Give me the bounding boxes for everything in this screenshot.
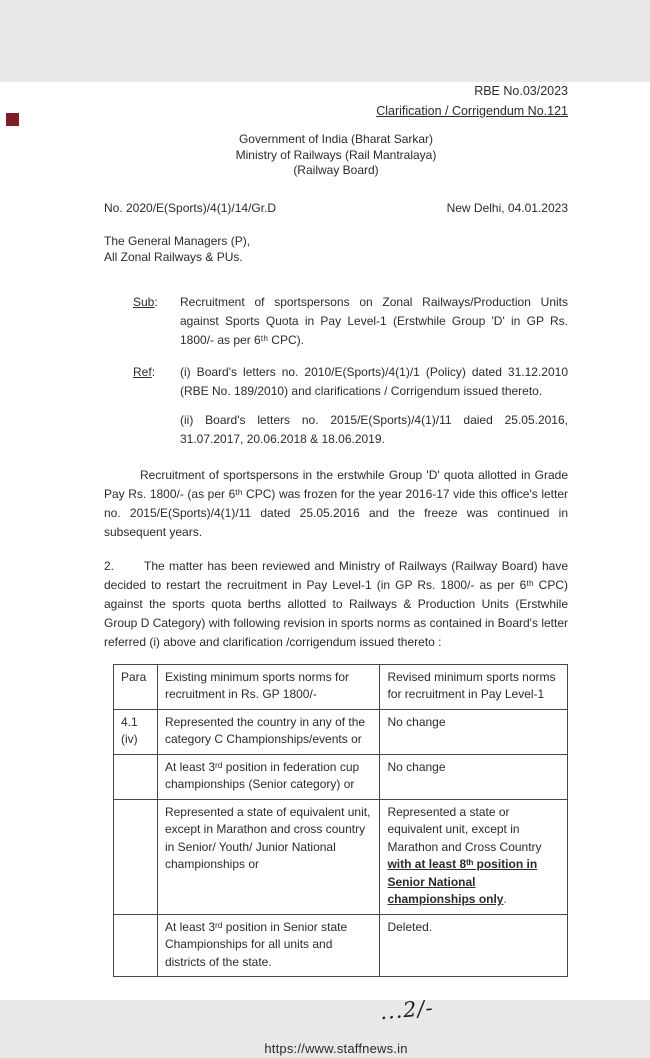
cell-existing: Represented the country in any of the category C Championships/events or — [157, 709, 380, 754]
addressee-line-2: All Zonal Railways & PUs. — [104, 250, 243, 264]
cell-existing: At least 3ʳᵈ position in federation cup championships (Senior category) or — [157, 754, 380, 799]
cell-para — [114, 914, 158, 977]
table-row — [114, 799, 568, 914]
letter-content — [0, 82, 650, 1058]
org-line-1: Government of India (Bharat Sarkar) — [238, 132, 434, 146]
letter-number-row — [104, 199, 568, 218]
underlined-revision-text: with at least 8ᵗʰ position in Senior National championships only — [387, 857, 538, 906]
table-row — [114, 709, 568, 754]
cell-para — [114, 799, 158, 914]
rbe-number: RBE No.03/2023 — [474, 84, 568, 98]
paragraph-2 — [104, 557, 568, 652]
cell-revised: No change — [380, 709, 568, 754]
subject-block — [104, 293, 568, 350]
paragraph-2-text: The matter has been reviewed and Ministry of Railways (Railway Board) have decided to restart the recruitment in Pay Level-1 (in GP Rs. 1800/- as per 6ᵗʰ CPC) against the sports quota berths allotted to Railways & Production Units (Erstwhile Group D Category) with following revision in sports norms as contained in Board's letter referred (i) above and clarification /corrigendum issued thereto : — [104, 558, 568, 649]
scanned-letter-page — [0, 82, 650, 1056]
org-line-2: Ministry of Railways (Rail Mantralaya) — [235, 147, 437, 162]
corner-mark — [6, 113, 19, 126]
letter-number: No. 2020/E(Sports)/4(1)/14/Gr.D — [104, 200, 277, 215]
header-para: Para — [114, 664, 158, 709]
addressee-line-1: The General Managers (P), — [104, 233, 251, 248]
header-revised-norms: Revised minimum sports norms for recruitment in Pay Level-1 — [380, 664, 568, 709]
cell-revised: Represented a state or equivalent unit, except in Marathon and Cross Country with at least 8ᵗʰ position in Senior National championships only. — [380, 799, 568, 914]
footer-url: https://www.staffnews.in — [264, 1041, 408, 1056]
organisation-block — [104, 132, 568, 179]
cell-para: 4.1 (iv) — [114, 709, 158, 754]
place-date: New Delhi, 04.01.2023 — [446, 200, 568, 215]
addressee-block — [104, 233, 568, 266]
subject-text: Recruitment of sportspersons on Zonal Railways/Production Units against Sports Quota in Pay Level-1 (Erstwhile Group 'D' in GP Rs. 1800/- as per 6ᵗʰ CPC). — [180, 294, 568, 347]
paragraph-2-number: 2. — [104, 558, 115, 573]
reference-item-2: (ii) Board's letters no. 2015/E(Sports)/4(1)/11 daied 25.05.2016, 31.07.2017, 20.06.2018 & 18.06.2019. — [180, 412, 568, 446]
cell-existing: At least 3ʳᵈ position in Senior state Championships for all units and districts of the state. — [157, 914, 380, 977]
sports-norms-table — [113, 664, 568, 978]
reference-label: Ref: — [133, 364, 156, 379]
org-line-3: (Railway Board) — [293, 163, 379, 177]
corrigendum-title: Clarification / Corrigendum No.121 — [376, 104, 568, 118]
handwritten-page-mark: ...2/- — [379, 995, 435, 1025]
subject-label: Sub: — [133, 294, 158, 309]
reference-items — [180, 363, 568, 449]
cell-revised: Deleted. — [380, 914, 568, 977]
table-header-row — [114, 664, 568, 709]
reference-block — [104, 363, 568, 449]
header-existing-norms: Existing minimum sports norms for recruitment in Rs. GP 1800/- — [157, 664, 380, 709]
table-row — [114, 754, 568, 799]
table-row — [114, 914, 568, 977]
cell-para — [114, 754, 158, 799]
reference-item-1: (i) Board's letters no. 2010/E(Sports)/4(1)/1 (Policy) dated 31.12.2010 (RBE No. 189/2010) and clarifications / Corrigendum issued thereto. — [180, 364, 568, 398]
paragraph-1: Recruitment of sportspersons in the erstwhile Group 'D' quota allotted in Grade Pay Rs. 1800/- (as per 6ᵗʰ CPC) was frozen for the year 2016-17 vide this office's letter no. 2015/E(Sports)/4(1)/11 dated 25.05.2016 and the freeze was continued in subsequent years. — [104, 467, 568, 539]
cell-revised: No change — [380, 754, 568, 799]
cell-existing: Represented a state of equivalent unit, except in Marathon and cross country in Senior/ Youth/ Junior National championships or — [157, 799, 380, 914]
